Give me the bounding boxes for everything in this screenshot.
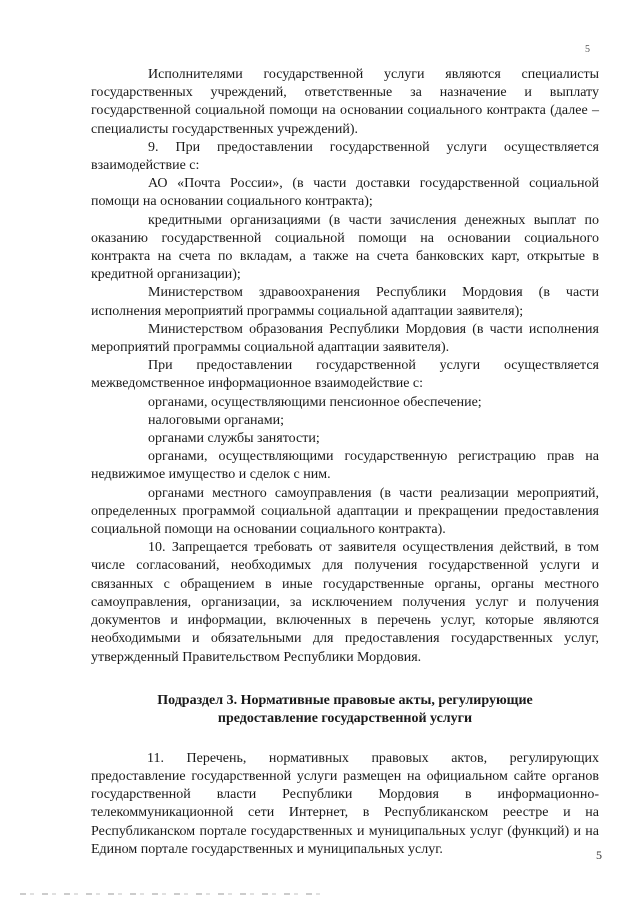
paragraph-russian-post: АО «Почта России», (в части доставки государственной социальной помощи на основании социального контракта); <box>91 176 599 210</box>
paragraph-interagency: При предоставлении государственной услуги осуществляется межведомственное информационное взаимодействие с: <box>91 358 599 392</box>
list-item-local-government: органами местного самоуправления (в части реализации мероприятий, определенных программой социальной адаптации и прекращении предоставления социальной помощи на основании социального контракта). <box>91 485 599 538</box>
scan-artifact <box>20 893 320 895</box>
page-number-top: 5 <box>585 44 590 55</box>
paragraph-executors: Исполнителями государственной услуги являются специалисты государственных учреждений, ответственные за назначение и выплату государственной социальной помощи на основании социального контракта (далее – специалисты государственных учреждений). <box>91 67 599 137</box>
heading-line-1: Подраздел 3. Нормативные правовые акты, регулирующие <box>157 692 533 708</box>
list-item-employment: органами службы занятости; <box>148 431 320 447</box>
paragraph-11-legal-acts: 11. Перечень, нормативных правовых актов, регулирующих предоставление государственной услуги размещен на официальном сайте органов государственной власти Республики Мордовия в информационно-телекоммуникационной сети Интернет, в Республиканском реестре и на Республиканском портале государственных и муниципальных услуг (функций) и на Едином портале государственных и муниципальных услуг. <box>91 750 599 857</box>
section-heading <box>91 692 599 728</box>
list-item-tax: налоговыми органами; <box>148 412 284 428</box>
paragraph-10-prohibition: 10. Запрещается требовать от заявителя осуществления действий, в том числе согласований, необходимых для получения государственной услуги и связанных с обращением в иные государственные органы, органы местного самоуправления, организации, за исключением получения услуг и получения документов и информации, включенных в перечень услуг, которые являются необходимыми и обязательными для предоставления государственных услуг, утвержденный Правительством Республики Мордовия. <box>91 540 599 665</box>
paragraph-health-ministry: Министерством здравоохранения Республики Мордовия (в части исполнения мероприятий программы социальной адаптации заявителя); <box>91 285 599 319</box>
paragraph-education-ministry: Министерством образования Республики Мордовия (в части исполнения мероприятий программы социальной адаптации заявителя). <box>91 321 599 356</box>
document-body <box>91 66 599 859</box>
heading-line-2: предоставление государственной услуги <box>217 710 473 726</box>
list-item-pension: органами, осуществляющими пенсионное обеспечение; <box>148 394 482 410</box>
paragraph-9-interaction: 9. При предоставлении государственной услуги осуществляется взаимодействие с: <box>91 139 599 174</box>
list-item-registration: органами, осуществляющими государственную регистрацию прав на недвижимое имущество и сделок с ним. <box>91 449 599 483</box>
paragraph-credit-orgs: кредитными организациями (в части зачисления денежных выплат по оказанию государственной социальной помощи на основании социального контракта на счета по вкладам, а также на счета банковских карт, открытые в кредитной организации); <box>91 212 599 283</box>
page-number-bottom: 5 <box>596 848 602 862</box>
